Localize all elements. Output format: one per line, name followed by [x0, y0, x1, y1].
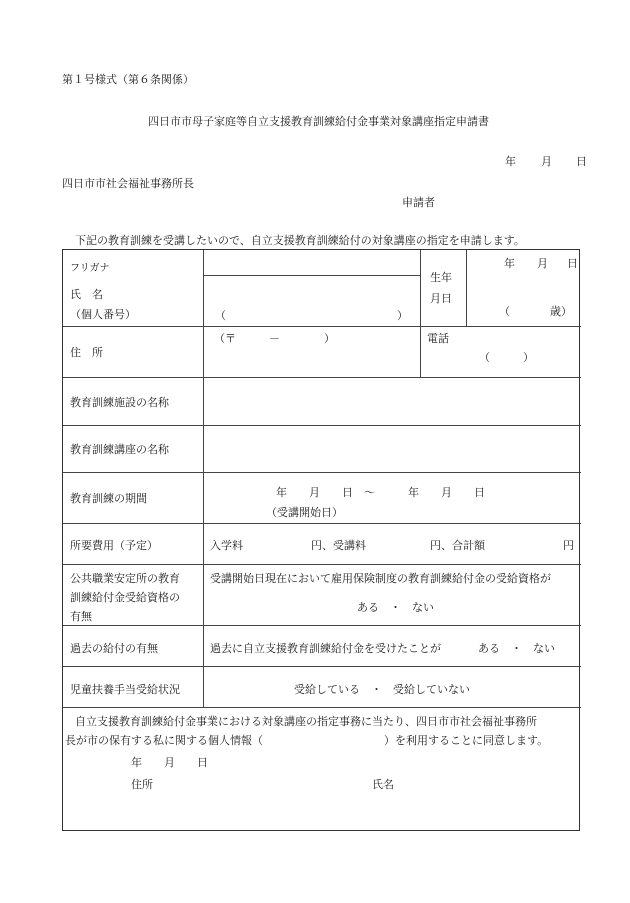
employment-label-1: 公共職業安定所の教育 — [70, 572, 180, 585]
column-divider — [466, 250, 467, 326]
period-note: （受講開始日） — [266, 506, 343, 519]
date-month: 月 — [541, 155, 552, 168]
row-divider — [63, 326, 581, 327]
course-label: 教育訓練講座の名称 — [70, 443, 169, 456]
row-divider — [63, 523, 581, 524]
child-choice: 受給している ・ 受給していない — [294, 683, 470, 696]
past-label: 過去の給付の有無 — [70, 642, 158, 655]
row-divider — [63, 377, 581, 378]
row-divider — [63, 425, 581, 426]
mynumber-paren-open: （ — [215, 309, 226, 322]
addressee: 四日市市社会福祉事務所長 — [62, 177, 194, 190]
row-divider — [63, 707, 581, 708]
birth-label-2: 月日 — [430, 292, 452, 305]
consent-address: 住所 — [131, 778, 153, 791]
intro-text: 下記の教育訓練を受講したいので、自立支援教育訓練給付の対象講座の指定を申請します。 — [75, 234, 525, 247]
employment-label-2: 訓練給付金受給資格の — [70, 591, 180, 604]
birth-label-1: 生年 — [430, 271, 452, 284]
phone-paren: （ ） — [479, 351, 534, 364]
past-text: 過去に自立支援教育訓練給付金を受けたことが — [210, 642, 441, 655]
row-divider — [63, 564, 581, 565]
row-divider — [203, 275, 420, 276]
employment-choice: ある ・ ない — [357, 601, 434, 614]
row-divider — [63, 625, 581, 626]
birth-month: 月 — [537, 257, 548, 270]
period-value: 年 月 日 ～ 年 月 日 — [276, 486, 485, 499]
employment-text: 受講開始日現在において雇用保険制度の教育訓練給付金の受給資格が — [210, 572, 551, 585]
application-form — [62, 249, 580, 831]
applicant-label: 申請者 — [402, 196, 435, 209]
consent-date: 年 月 日 — [131, 756, 208, 769]
phone-label: 電話 — [427, 332, 449, 345]
child-label: 児童扶養手当受給状況 — [70, 683, 180, 696]
age-paren-open: （ — [499, 305, 510, 318]
column-divider — [420, 250, 421, 377]
name-label: 氏 名 — [70, 288, 103, 301]
employment-label-3: 有無 — [70, 610, 92, 623]
cost-course-fee: 円、受講料 — [311, 539, 366, 552]
postal-code-field: （〒 － ） — [214, 332, 335, 345]
birth-day: 日 — [567, 257, 578, 270]
cost-entry-fee: 入学料 — [210, 539, 243, 552]
past-choice: ある ・ ない — [478, 642, 555, 655]
row-divider — [63, 472, 581, 473]
consent-line-1: 自立支援教育訓練給付金事業における対象講座の指定事務に当たり、四日市市社会福祉事務所 — [75, 715, 537, 728]
cost-label: 所要費用（予定） — [70, 539, 158, 552]
cost-total: 円、合計額 — [430, 539, 485, 552]
cost-yen: 円 — [563, 539, 574, 552]
page-title: 四日市市母子家庭等自立支援教育訓練給付金事業対象講座指定申請書 — [148, 115, 489, 128]
mynumber-paren-close: ） — [397, 309, 408, 322]
consent-name: 氏名 — [372, 778, 394, 791]
furigana-label: フリガナ — [70, 263, 110, 274]
consent-line-2: 長が市の保有する私に関する個人情報（ ）を利用することに同意します。 — [65, 734, 549, 747]
mynumber-label: （個人番号） — [70, 308, 136, 321]
age-paren-close: 歳） — [550, 305, 572, 318]
address-label: 住 所 — [70, 346, 103, 359]
period-label: 教育訓練の期間 — [70, 492, 147, 505]
row-divider — [63, 666, 581, 667]
form-number: 第１号様式（第６条関係） — [62, 73, 194, 86]
birth-year: 年 — [504, 257, 515, 270]
date-day: 日 — [576, 155, 587, 168]
column-divider — [203, 250, 204, 707]
facility-label: 教育訓練施設の名称 — [70, 396, 169, 409]
date-year: 年 — [505, 155, 516, 168]
